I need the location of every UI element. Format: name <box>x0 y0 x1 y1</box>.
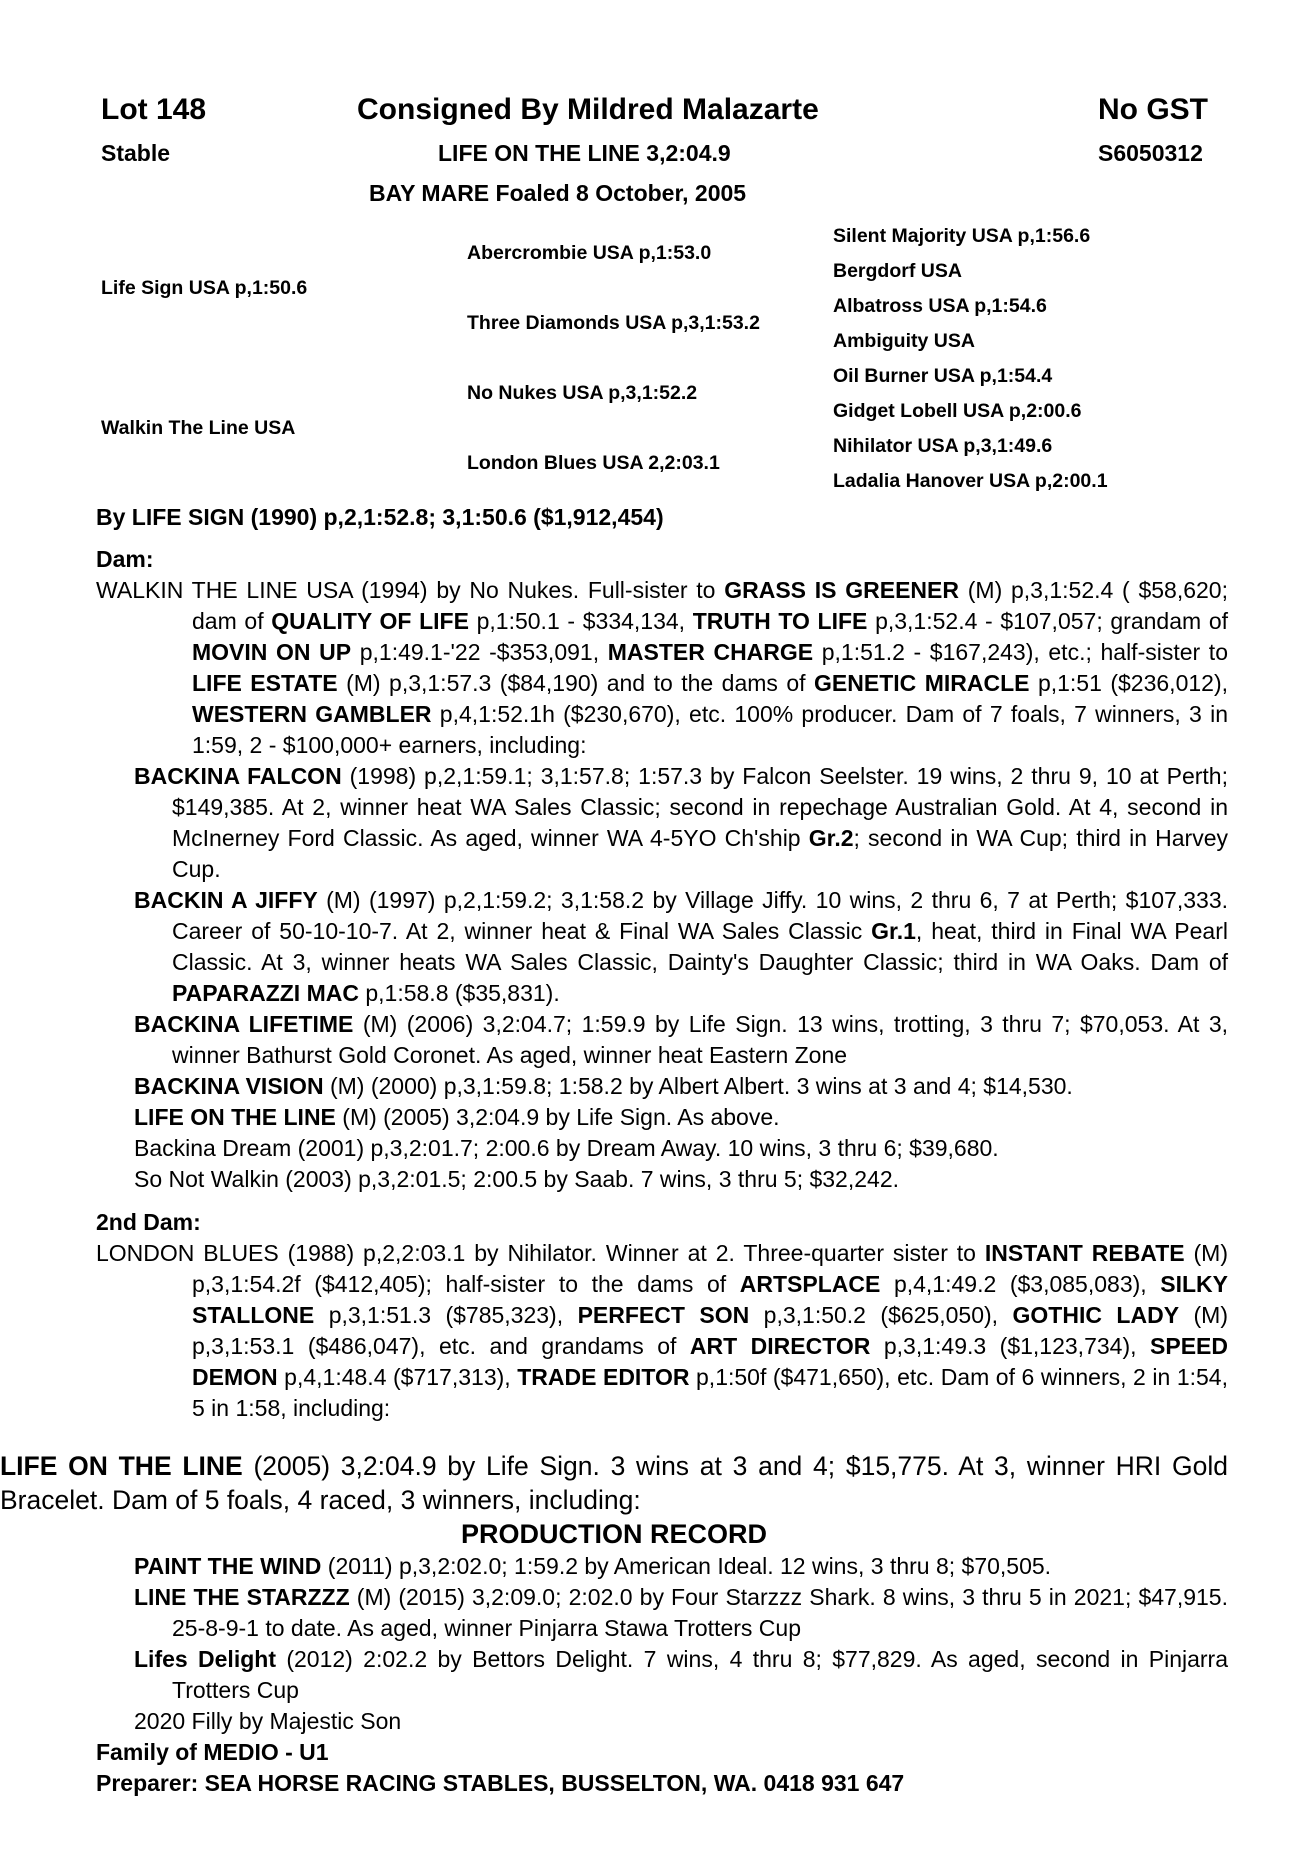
emphasis-text: LIFE ON THE LINE <box>134 1104 336 1130</box>
emphasis-text: LINE THE STARZZZ <box>134 1584 350 1610</box>
text-run: p,1:50f ($471,650), etc. Dam of 6 winners, 2 in 1:54, 5 in 1:58, including: <box>192 1364 1228 1421</box>
text-run: WALKIN THE LINE USA (1994) by No Nukes. Full-sister to <box>96 577 725 603</box>
text-run: (M) p,3,1:57.3 ($84,190) and to the dams of <box>337 670 815 696</box>
emphasis-text: LIFE ON THE LINE <box>0 1451 243 1481</box>
emphasis-text: QUALITY OF LIFE <box>271 608 469 634</box>
second-dam-paragraph <box>96 1238 1228 1424</box>
text-run: (2012) 2:02.2 by Bettors Delight. 7 wins, 4 thru 8; $77,829. As aged, second in Pinjarra Trotters Cup <box>172 1646 1228 1703</box>
sire-line: By LIFE SIGN (1990) p,2,1:52.8; 3,1:50.6 ($1,912,454) <box>96 504 664 530</box>
lot-code: S6050312 <box>1098 140 1203 166</box>
text-run: p,4,1:52.1h ($230,670), etc. 100% producer. Dam of 7 foals, 7 winners, 3 in 1:59, 2 - $100,000+ earners, including: <box>192 701 1228 758</box>
production-heading: PRODUCTION RECORD <box>460 1519 767 1549</box>
pedigree-g7: Nihilator USA p,3,1:49.6 <box>833 435 1053 457</box>
pedigree-g1: Silent Majority USA p,1:56.6 <box>833 225 1091 247</box>
text-run: (M) p,3,1:54.2f ($412,405); half-sister to the dams of <box>192 1240 1228 1297</box>
consignor: Consigned By Mildred Malazarte <box>357 93 819 126</box>
text-run: (M) (1997) p,2,1:59.2; 3,1:58.2 by Village Jiffy. 10 wins, 2 thru 6, 7 at Perth; $107,333. Career of 50-10-10-7. At 2, winner heat & Final WA Sales Classic <box>172 887 1228 944</box>
emphasis-text: SPEED DEMON <box>192 1333 1228 1390</box>
text-run: (M) (2000) p,3,1:59.8; 1:58.2 by Albert Albert. 3 wins at 3 and 4; $14,530. <box>323 1073 1073 1099</box>
text-run: (2005) 3,2:04.9 by Life Sign. 3 wins at 3 and 4; $15,775. At 3, winner HRI Gold Bracelet. Dam of 5 foals, 4 raced, 3 winners, including: <box>0 1451 1228 1515</box>
emphasis-text: LIFE ESTATE <box>192 670 338 696</box>
text-run: So Not Walkin (2003) p,3,2:01.5; 2:00.5 by Saab. 7 wins, 3 thru 5; $32,242. <box>134 1166 900 1192</box>
horse-title: LIFE ON THE LINE 3,2:04.9 <box>438 140 731 166</box>
progeny-entry <box>134 1071 1228 1102</box>
dam-heading: Dam: <box>96 546 154 572</box>
emphasis-text: ART DIRECTOR <box>689 1333 871 1359</box>
text-run: p,1:58.8 ($35,831). <box>358 980 560 1006</box>
emphasis-text: INSTANT REBATE <box>984 1240 1185 1266</box>
emphasis-text: GENETIC MIRACLE <box>814 670 1030 696</box>
preparer-line: Preparer: SEA HORSE RACING STABLES, BUSSELTON, WA. 0418 931 647 <box>96 1770 905 1796</box>
emphasis-text: TRADE EDITOR <box>517 1364 690 1390</box>
emphasis-text: BACKINA VISION <box>134 1073 324 1099</box>
pedigree-sire-sire: Abercrombie USA p,1:53.0 <box>467 242 712 264</box>
emphasis-text: PAPARAZZI MAC <box>172 980 359 1006</box>
pedigree-g2: Bergdorf USA <box>833 260 962 282</box>
progeny-entry <box>134 761 1228 885</box>
text-run: p,1:51 ($236,012), <box>1029 670 1228 696</box>
family-line: Family of MEDIO - U1 <box>96 1739 329 1765</box>
text-run: p,3,1:50.2 ($625,050), <box>749 1302 1013 1328</box>
emphasis-text: TRUTH TO LIFE <box>692 608 868 634</box>
emphasis-text: GRASS IS GREENER <box>724 577 959 603</box>
emphasis-text: PAINT THE WIND <box>134 1553 322 1579</box>
emphasis-text: SILKY STALLONE <box>192 1271 1228 1328</box>
pedigree-dam: Walkin The Line USA <box>101 417 296 439</box>
pedigree-dam-sire: No Nukes USA p,3,1:52.2 <box>467 382 698 404</box>
gst-status: No GST <box>1098 93 1208 126</box>
text-run: (M) p,3,1:53.1 ($486,047), etc. and grandams of <box>192 1302 1228 1359</box>
progeny-entry <box>134 1009 1228 1071</box>
production-entry <box>134 1706 1228 1737</box>
dam-progeny-list <box>96 761 1228 1195</box>
pedigree-dam-dam: London Blues USA 2,2:03.1 <box>467 452 720 474</box>
emphasis-text: Gr.2 <box>808 825 854 851</box>
pedigree-g5: Oil Burner USA p,1:54.4 <box>833 365 1053 387</box>
emphasis-text: Lifes Delight <box>134 1646 276 1672</box>
pedigree-g6: Gidget Lobell USA p,2:00.6 <box>833 400 1082 422</box>
emphasis-text: MASTER CHARGE <box>607 639 814 665</box>
lot-horse-paragraph <box>0 1449 1228 1517</box>
pedigree-g3: Albatross USA p,1:54.6 <box>833 295 1047 317</box>
pedigree-sire-dam: Three Diamonds USA p,3,1:53.2 <box>467 312 760 334</box>
text-run: (M) (2005) 3,2:04.9 by Life Sign. As above. <box>335 1104 780 1130</box>
pedigree-sire: Life Sign USA p,1:50.6 <box>101 277 308 299</box>
progeny-entry <box>134 1102 1228 1133</box>
catalogue-body <box>0 502 1229 1799</box>
text-run: p,1:50.1 - $334,134, <box>468 608 693 634</box>
progeny-entry <box>134 1133 1228 1164</box>
text-run: (2011) p,3,2:02.0; 1:59.2 by American Ideal. 12 wins, 3 thru 8; $70,505. <box>321 1553 1052 1579</box>
text-run: ; second in WA Cup; third in Harvey Cup. <box>172 825 1228 882</box>
emphasis-text: BACKINA FALCON <box>134 763 342 789</box>
text-run: p,3,1:49.3 ($1,123,734), <box>870 1333 1151 1359</box>
emphasis-text: GOTHIC LADY <box>1012 1302 1180 1328</box>
emphasis-text: MOVIN ON UP <box>192 639 352 665</box>
pedigree-g4: Ambiguity USA <box>833 330 975 352</box>
stable-label: Stable <box>101 140 171 166</box>
text-run: p,3,1:51.3 ($785,323), <box>314 1302 578 1328</box>
text-run: p,1:51.2 - $167,243), etc.; half-sister to <box>813 639 1228 665</box>
text-run: p,4,1:48.4 ($717,313), <box>277 1364 518 1390</box>
text-run: Backina Dream (2001) p,3,2:01.7; 2:00.6 by Dream Away. 10 wins, 3 thru 6; $39,680. <box>134 1135 999 1161</box>
production-entry <box>134 1551 1228 1582</box>
text-run: (1998) p,2,1:59.1; 3,1:57.8; 1:57.3 by Falcon Seelster. 19 wins, 2 thru 9, 10 at Perth; $149,385. At 2, winner heat WA Sales Classic; second in repechage Australian Gold. At 4, second in McInerney Ford Classic. As aged, winner WA 4-5YO Ch'ship <box>172 763 1228 851</box>
text-run: (M) (2006) 3,2:04.7; 1:59.9 by Life Sign. 13 wins, trotting, 3 thru 7; $70,053. At 3, winner Bathurst Gold Coronet. As aged, winner heat Eastern Zone <box>172 1011 1229 1068</box>
emphasis-text: PERFECT SON <box>577 1302 750 1328</box>
production-entry <box>134 1644 1228 1706</box>
progeny-entry <box>134 885 1228 1009</box>
text-run: LONDON BLUES (1988) p,2,2:03.1 by Nihilator. Winner at 2. Three-quarter sister to <box>96 1240 985 1266</box>
emphasis-text: WESTERN GAMBLER <box>192 701 432 727</box>
horse-description: BAY MARE Foaled 8 October, 2005 <box>369 180 747 206</box>
text-run: p,4,1:49.2 ($3,085,083), <box>880 1271 1161 1297</box>
pedigree-g8: Ladalia Hanover USA p,2:00.1 <box>833 470 1108 492</box>
emphasis-text: ARTSPLACE <box>739 1271 881 1297</box>
second-dam-heading: 2nd Dam: <box>96 1209 201 1235</box>
production-entry <box>134 1582 1228 1644</box>
progeny-entry <box>134 1164 1228 1195</box>
emphasis-text: BACKINA LIFETIME <box>134 1011 354 1037</box>
text-run: p,1:49.1-'22 -$353,091, <box>351 639 608 665</box>
production-list <box>96 1551 1228 1737</box>
emphasis-text: BACKIN A JIFFY <box>134 887 318 913</box>
text-run: , heat, third in Final WA Pearl Classic. At 3, winner heats WA Sales Classic, Dainty's Daughter Classic; third in WA Oaks. Dam of <box>172 918 1228 975</box>
text-run: p,3,1:52.4 - $107,057; grandam of <box>867 608 1229 634</box>
dam-paragraph <box>96 575 1228 761</box>
text-run: 2020 Filly by Majestic Son <box>134 1708 402 1734</box>
emphasis-text: Gr.1 <box>871 918 916 944</box>
text-run: (M) p,3,1:52.4 ( $58,620; dam of <box>192 577 1228 634</box>
text-run: (M) (2015) 3,2:09.0; 2:02.0 by Four Starzzz Shark. 8 wins, 3 thru 5 in 2021; $47,915. 25-8-9-1 to date. As aged, winner Pinjarra Stawa Trotters Cup <box>172 1584 1228 1641</box>
lot-number: Lot 148 <box>101 93 207 126</box>
